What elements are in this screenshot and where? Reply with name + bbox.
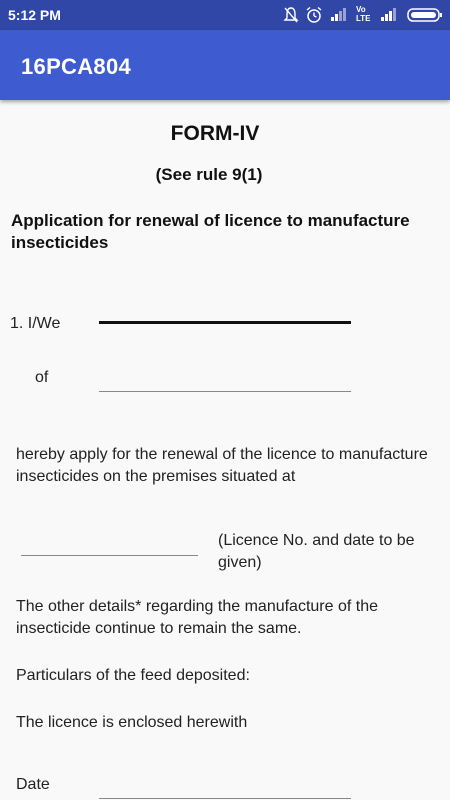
notifications-muted-icon	[283, 6, 299, 24]
licence-note: (Licence No. and date to be given)	[218, 532, 415, 571]
status-bar	[0, 0, 450, 30]
app-title: 16PCA804	[21, 54, 132, 79]
feed-particulars-label: Particulars of the feed deposited:	[16, 667, 250, 684]
app-bar	[0, 30, 450, 100]
of-label: of	[35, 369, 49, 386]
form-heading: Application for renewal of licence to manufacture insecticides	[11, 211, 410, 252]
apply-text: hereby apply for the renewal of the licence to manufacture insecticides on the premises situated at	[16, 446, 428, 485]
date-label: Date	[16, 776, 50, 793]
other-details-text: The other details* regarding the manufacture of the insecticide continue to remain the same.	[16, 598, 378, 637]
status-time: 5:12 PM	[8, 7, 61, 23]
signal-icon-2	[380, 6, 398, 24]
rule-reference: (See rule 9(1)	[155, 165, 263, 184]
enclosed-text: The licence is enclosed herewith	[16, 714, 248, 731]
applicant-label: 1. I/We	[10, 315, 61, 332]
form-title: FORM-IV	[170, 122, 260, 145]
volte-icon: Vo LTE	[356, 5, 371, 23]
date-field[interactable]	[99, 798, 351, 799]
applicant-name-field[interactable]	[99, 321, 351, 324]
signal-icon	[330, 6, 348, 24]
battery-icon	[407, 8, 443, 26]
applicant-address-field[interactable]	[99, 391, 351, 392]
alarm-icon	[305, 6, 323, 24]
premises-field[interactable]	[21, 555, 198, 556]
